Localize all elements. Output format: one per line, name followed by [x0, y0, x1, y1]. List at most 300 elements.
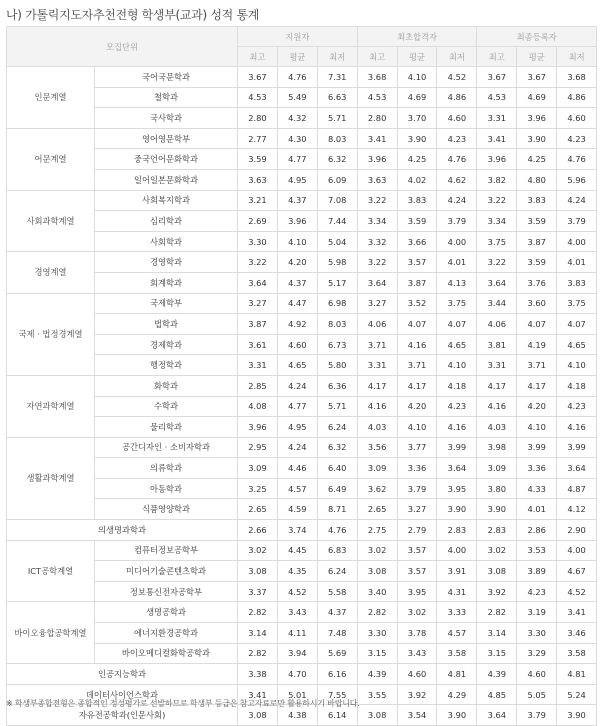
grade-value-cell: 5.24 [557, 684, 597, 705]
grade-value-cell: 4.24 [557, 190, 597, 211]
grade-value-cell: 3.67 [238, 67, 278, 88]
grade-value-cell: 3.87 [397, 272, 437, 293]
grade-value-cell: 3.94 [277, 643, 317, 664]
grade-value-cell: 6.83 [317, 540, 357, 561]
grade-value-cell: 4.24 [277, 375, 317, 396]
stat-header-min: 최저 [437, 47, 477, 67]
grade-value-cell: 6.14 [317, 705, 357, 726]
grade-value-cell: 6.40 [317, 458, 357, 479]
grade-value-cell: 3.43 [397, 643, 437, 664]
grade-value-cell: 4.01 [557, 252, 597, 273]
grade-value-cell: 3.36 [517, 458, 557, 479]
grade-value-cell: 4.17 [397, 375, 437, 396]
table-row [7, 396, 597, 417]
grade-value-cell: 3.89 [517, 561, 557, 582]
department-cell: 행정학과 [95, 355, 238, 376]
grade-value-cell: 4.11 [277, 623, 317, 644]
grade-value-cell: 3.64 [357, 272, 397, 293]
grade-value-cell: 3.92 [397, 684, 437, 705]
grade-value-cell: 3.30 [357, 623, 397, 644]
department-cell: 미디어기술콘텐츠학과 [95, 561, 238, 582]
grade-value-cell: 7.48 [317, 623, 357, 644]
department-cell: 경제학과 [95, 334, 238, 355]
grade-value-cell: 3.34 [357, 211, 397, 232]
grade-value-cell: 2.86 [517, 520, 557, 541]
grade-value-cell: 3.52 [397, 293, 437, 314]
grade-value-cell: 4.23 [557, 128, 597, 149]
grade-value-cell: 3.21 [238, 190, 278, 211]
grade-value-cell: 3.29 [517, 643, 557, 664]
grade-value-cell: 3.90 [557, 705, 597, 726]
grade-value-cell: 5.71 [317, 396, 357, 417]
department-cell: 일어일본문화학과 [95, 169, 238, 190]
grade-value-cell: 4.16 [357, 396, 397, 417]
grade-value-cell: 4.81 [437, 664, 477, 685]
grade-value-cell: 4.20 [397, 396, 437, 417]
grade-value-cell: 4.62 [437, 169, 477, 190]
grade-value-cell: 5.96 [557, 169, 597, 190]
table-row [7, 87, 597, 108]
grade-value-cell: 3.67 [477, 67, 517, 88]
grade-value-cell: 3.27 [357, 293, 397, 314]
grade-value-cell: 3.79 [557, 211, 597, 232]
grade-value-cell: 5.17 [317, 272, 357, 293]
unit-header: 모집단위 [7, 27, 238, 67]
grade-value-cell: 3.64 [477, 705, 517, 726]
grade-value-cell: 2.82 [238, 643, 278, 664]
table-row [7, 499, 597, 520]
grade-value-cell: 3.41 [238, 684, 278, 705]
grade-value-cell: 3.91 [437, 561, 477, 582]
grade-value-cell: 2.82 [357, 602, 397, 623]
grade-value-cell: 4.06 [357, 314, 397, 335]
grade-value-cell: 4.92 [277, 314, 317, 335]
grade-value-cell: 3.36 [397, 458, 437, 479]
grade-value-cell: 3.15 [477, 643, 517, 664]
grade-value-cell: 4.16 [477, 396, 517, 417]
grade-value-cell: 4.03 [357, 417, 397, 438]
grade-value-cell: 3.62 [357, 478, 397, 499]
grade-value-cell: 4.39 [477, 664, 517, 685]
grade-value-cell: 3.70 [397, 108, 437, 129]
table-row [7, 211, 597, 232]
grade-value-cell: 3.96 [477, 149, 517, 170]
grade-value-cell: 4.30 [277, 128, 317, 149]
grade-value-cell: 4.67 [557, 561, 597, 582]
grade-value-cell: 6.98 [317, 293, 357, 314]
grade-value-cell: 4.70 [277, 664, 317, 685]
grade-value-cell: 4.24 [277, 437, 317, 458]
grade-value-cell: 3.63 [238, 169, 278, 190]
grade-value-cell: 3.64 [238, 272, 278, 293]
unit-name-cell: 의생명과학과 [7, 520, 238, 541]
grade-value-cell: 3.90 [437, 705, 477, 726]
category-cell: 자연과학계열 [7, 375, 95, 437]
grade-value-cell: 6.09 [317, 169, 357, 190]
grade-value-cell: 4.60 [397, 664, 437, 685]
grade-value-cell: 2.85 [238, 375, 278, 396]
grade-value-cell: 3.33 [437, 602, 477, 623]
grade-value-cell: 2.66 [238, 520, 278, 541]
table-row [7, 602, 597, 623]
table-row [7, 190, 597, 211]
grade-value-cell: 4.59 [277, 499, 317, 520]
grade-value-cell: 4.17 [517, 375, 557, 396]
grade-value-cell: 2.83 [477, 520, 517, 541]
grade-value-cell: 3.98 [477, 437, 517, 458]
grade-value-cell: 3.79 [397, 478, 437, 499]
grade-value-cell: 4.00 [437, 231, 477, 252]
grade-value-cell: 4.10 [277, 231, 317, 252]
grade-value-cell: 4.53 [238, 87, 278, 108]
grade-value-cell: 4.76 [277, 67, 317, 88]
grade-value-cell: 3.22 [238, 252, 278, 273]
grade-value-cell: 4.47 [277, 293, 317, 314]
stat-header-avg: 평균 [517, 47, 557, 67]
grade-value-cell: 3.64 [437, 458, 477, 479]
department-cell: 법학과 [95, 314, 238, 335]
grade-value-cell: 3.31 [238, 355, 278, 376]
grade-value-cell: 4.35 [277, 561, 317, 582]
table-row [7, 458, 597, 479]
grade-value-cell: 2.65 [238, 499, 278, 520]
grade-value-cell: 3.77 [397, 437, 437, 458]
grade-value-cell: 4.02 [397, 169, 437, 190]
unit-name-cell: 인공지능학과 [7, 664, 238, 685]
stat-header-avg: 평균 [397, 47, 437, 67]
grade-value-cell: 4.23 [517, 581, 557, 602]
grade-value-cell: 4.65 [277, 355, 317, 376]
grade-value-cell: 4.07 [437, 314, 477, 335]
grade-value-cell: 3.68 [557, 67, 597, 88]
table-row [7, 293, 597, 314]
table-row [7, 108, 597, 129]
stat-header-max: 최고 [357, 47, 397, 67]
category-cell: 경영계열 [7, 252, 95, 293]
grade-value-cell: 3.31 [477, 355, 517, 376]
grade-value-cell: 3.75 [437, 293, 477, 314]
grade-value-cell: 3.44 [477, 293, 517, 314]
grade-value-cell: 4.76 [317, 520, 357, 541]
grade-value-cell: 2.79 [397, 520, 437, 541]
grade-value-cell: 4.07 [517, 314, 557, 335]
grade-value-cell: 4.53 [477, 87, 517, 108]
grade-value-cell: 3.02 [357, 540, 397, 561]
grade-value-cell: 4.76 [437, 149, 477, 170]
grade-value-cell: 3.55 [357, 684, 397, 705]
grade-value-cell: 4.32 [277, 108, 317, 129]
grade-value-cell: 3.75 [557, 293, 597, 314]
group-header-initial-admits: 최초합격자 [357, 27, 477, 47]
grade-value-cell: 3.79 [437, 211, 477, 232]
department-cell: 철학과 [95, 87, 238, 108]
grade-value-cell: 3.95 [397, 581, 437, 602]
grade-value-cell: 3.99 [437, 437, 477, 458]
grade-value-cell: 4.95 [277, 169, 317, 190]
table-row [7, 231, 597, 252]
grade-value-cell: 3.59 [397, 211, 437, 232]
grade-value-cell: 4.10 [437, 355, 477, 376]
table-row [7, 417, 597, 438]
stat-header-max: 최고 [238, 47, 278, 67]
department-cell: 영어영문학부 [95, 128, 238, 149]
stat-header-min: 최저 [317, 47, 357, 67]
grade-value-cell: 3.19 [517, 602, 557, 623]
grade-value-cell: 3.43 [277, 602, 317, 623]
department-cell: 사회복지학과 [95, 190, 238, 211]
grade-value-cell: 6.32 [317, 437, 357, 458]
grade-value-cell: 3.38 [238, 664, 278, 685]
grade-value-cell: 3.90 [437, 499, 477, 520]
grade-value-cell: 3.41 [557, 602, 597, 623]
table-row [7, 623, 597, 644]
grade-value-cell: 3.78 [397, 623, 437, 644]
stat-header-max: 최고 [477, 47, 517, 67]
grade-value-cell: 4.37 [317, 602, 357, 623]
category-cell: 국제 · 법정경계열 [7, 293, 95, 375]
grade-value-cell: 3.90 [477, 499, 517, 520]
grade-value-cell: 4.01 [437, 252, 477, 273]
grade-value-cell: 3.57 [397, 561, 437, 582]
group-header-final-enrolled: 최종등록자 [477, 27, 597, 47]
table-row [7, 334, 597, 355]
grade-value-cell: 4.10 [517, 417, 557, 438]
category-cell: 사회과학계열 [7, 190, 95, 252]
stat-header-min: 최저 [557, 47, 597, 67]
grade-value-cell: 3.02 [397, 602, 437, 623]
grade-value-cell: 3.46 [557, 623, 597, 644]
grade-value-cell: 3.76 [517, 272, 557, 293]
stat-header-avg: 평균 [277, 47, 317, 67]
grade-value-cell: 3.34 [477, 211, 517, 232]
grade-value-cell: 3.59 [517, 211, 557, 232]
department-cell: 수학과 [95, 396, 238, 417]
grade-value-cell: 3.59 [238, 149, 278, 170]
grade-value-cell: 3.82 [477, 169, 517, 190]
grade-value-cell: 4.52 [437, 67, 477, 88]
grade-value-cell: 4.07 [557, 314, 597, 335]
grade-value-cell: 4.16 [397, 334, 437, 355]
grade-value-cell: 4.12 [557, 499, 597, 520]
grade-value-cell: 4.37 [277, 190, 317, 211]
grade-value-cell: 3.96 [517, 108, 557, 129]
grade-value-cell: 3.08 [357, 561, 397, 582]
grade-value-cell: 3.57 [397, 252, 437, 273]
grade-value-cell: 4.60 [557, 108, 597, 129]
grade-value-cell: 3.81 [477, 334, 517, 355]
grade-value-cell: 4.00 [437, 540, 477, 561]
grade-value-cell: 3.96 [357, 149, 397, 170]
grade-value-cell: 3.02 [477, 540, 517, 561]
grade-value-cell: 4.00 [557, 540, 597, 561]
grade-value-cell: 3.61 [238, 334, 278, 355]
grade-value-cell: 3.99 [557, 437, 597, 458]
grade-value-cell: 6.73 [317, 334, 357, 355]
grade-value-cell: 4.13 [437, 272, 477, 293]
grade-value-cell: 6.63 [317, 87, 357, 108]
table-row [7, 561, 597, 582]
grade-value-cell: 4.39 [357, 664, 397, 685]
table-row [7, 375, 597, 396]
page-title: 나) 가톨릭지도자추천전형 학생부(교과) 성적 통계 [6, 8, 260, 22]
grade-value-cell: 6.16 [317, 664, 357, 685]
grade-value-cell: 3.87 [517, 231, 557, 252]
grade-value-cell: 4.17 [477, 375, 517, 396]
table-row [7, 520, 597, 541]
grade-value-cell: 3.64 [557, 458, 597, 479]
grade-value-cell: 4.18 [557, 375, 597, 396]
grade-value-cell: 4.52 [557, 581, 597, 602]
grade-value-cell: 3.58 [437, 643, 477, 664]
grade-value-cell: 3.71 [517, 355, 557, 376]
grade-value-cell: 5.98 [317, 252, 357, 273]
grade-value-cell: 4.60 [277, 334, 317, 355]
grade-value-cell: 5.80 [317, 355, 357, 376]
table-row [7, 128, 597, 149]
grade-value-cell: 6.24 [317, 417, 357, 438]
grade-value-cell: 3.83 [557, 272, 597, 293]
footnote: ※ 학생부종합전형은 종합적인 정성평가로 선발하므로 학생부 등급은 참고자료로만 활용하시기 바랍니다. [6, 699, 360, 708]
grade-value-cell: 4.20 [277, 252, 317, 273]
grade-value-cell: 4.86 [437, 87, 477, 108]
grade-value-cell: 4.38 [277, 705, 317, 726]
grade-value-cell: 5.49 [277, 87, 317, 108]
grade-value-cell: 6.49 [317, 478, 357, 499]
department-cell: 심리학과 [95, 211, 238, 232]
department-cell: 중국언어문화학과 [95, 149, 238, 170]
grade-value-cell: 3.71 [397, 355, 437, 376]
grade-value-cell: 2.65 [357, 499, 397, 520]
grade-value-cell: 3.87 [238, 314, 278, 335]
grade-value-cell: 3.14 [477, 623, 517, 644]
grade-value-cell: 4.01 [517, 499, 557, 520]
table-row [7, 664, 597, 685]
department-cell: 물리학과 [95, 417, 238, 438]
grade-value-cell: 3.56 [357, 437, 397, 458]
grade-value-cell: 5.05 [517, 684, 557, 705]
grade-value-cell: 4.69 [517, 87, 557, 108]
grade-value-cell: 4.18 [437, 375, 477, 396]
grade-value-cell: 3.41 [357, 128, 397, 149]
grade-value-cell: 4.25 [397, 149, 437, 170]
grade-value-cell: 4.23 [557, 396, 597, 417]
grade-value-cell: 3.83 [397, 190, 437, 211]
grade-value-cell: 3.08 [477, 561, 517, 582]
grade-value-cell: 4.60 [437, 108, 477, 129]
table-row [7, 272, 597, 293]
grade-value-cell: 4.60 [517, 664, 557, 685]
grade-value-cell: 7.55 [317, 684, 357, 705]
grade-statistics-table [6, 26, 597, 726]
grade-value-cell: 4.00 [557, 231, 597, 252]
grade-value-cell: 3.57 [397, 540, 437, 561]
table-row [7, 437, 597, 458]
grade-value-cell: 6.24 [317, 561, 357, 582]
grade-value-cell: 3.02 [238, 540, 278, 561]
grade-value-cell: 4.31 [437, 581, 477, 602]
department-cell: 사회학과 [95, 231, 238, 252]
grade-value-cell: 3.74 [277, 520, 317, 541]
grade-value-cell: 3.90 [517, 128, 557, 149]
department-cell: 아동학과 [95, 478, 238, 499]
grade-value-cell: 3.25 [238, 478, 278, 499]
grade-value-cell: 3.31 [477, 108, 517, 129]
grade-value-cell: 2.75 [357, 520, 397, 541]
department-cell: 의류학과 [95, 458, 238, 479]
grade-value-cell: 4.03 [477, 417, 517, 438]
department-cell: 식품영양학과 [95, 499, 238, 520]
grade-value-cell: 4.57 [277, 478, 317, 499]
table-body [7, 67, 597, 726]
grade-value-cell: 3.22 [357, 190, 397, 211]
table-row [7, 643, 597, 664]
grade-value-cell: 4.29 [437, 684, 477, 705]
grade-value-cell: 3.22 [357, 252, 397, 273]
grade-value-cell: 3.53 [517, 540, 557, 561]
department-cell: 공간디자인 · 소비자학과 [95, 437, 238, 458]
grade-value-cell: 3.41 [477, 128, 517, 149]
grade-value-cell: 4.10 [397, 67, 437, 88]
grade-value-cell: 3.68 [357, 67, 397, 88]
grade-value-cell: 3.59 [517, 252, 557, 273]
grade-value-cell: 2.83 [437, 520, 477, 541]
category-cell: ICT공학계열 [7, 540, 95, 602]
grade-value-cell: 3.95 [437, 478, 477, 499]
grade-value-cell: 4.65 [437, 334, 477, 355]
category-cell: 바이오융합공학계열 [7, 602, 95, 664]
grade-value-cell: 4.80 [517, 169, 557, 190]
grade-value-cell: 4.25 [517, 149, 557, 170]
grade-value-cell: 4.95 [277, 417, 317, 438]
grade-value-cell: 3.15 [357, 643, 397, 664]
grade-value-cell: 4.23 [437, 128, 477, 149]
grade-value-cell: 3.08 [238, 705, 278, 726]
grade-value-cell: 3.90 [397, 128, 437, 149]
grade-value-cell: 3.63 [357, 169, 397, 190]
grade-value-cell: 3.22 [477, 252, 517, 273]
grade-value-cell: 3.99 [517, 437, 557, 458]
grade-value-cell: 4.10 [557, 355, 597, 376]
table-row [7, 355, 597, 376]
grade-value-cell: 7.31 [317, 67, 357, 88]
grade-value-cell: 4.77 [277, 149, 317, 170]
department-cell: 바이오메디컬화학공학과 [95, 643, 238, 664]
table-row [7, 149, 597, 170]
grade-value-cell: 4.20 [517, 396, 557, 417]
grade-value-cell: 3.09 [238, 458, 278, 479]
grade-value-cell: 4.87 [557, 478, 597, 499]
grade-value-cell: 3.08 [238, 561, 278, 582]
grade-value-cell: 8.03 [317, 128, 357, 149]
grade-value-cell: 3.40 [357, 581, 397, 602]
unit-name-cell: 자유전공학과(인문사회) [7, 705, 238, 726]
grade-value-cell: 5.04 [317, 231, 357, 252]
grade-value-cell: 2.77 [238, 128, 278, 149]
department-cell: 정보통신전자공학부 [95, 581, 238, 602]
grade-value-cell: 4.23 [437, 396, 477, 417]
category-cell: 생활과학계열 [7, 437, 95, 519]
department-cell: 화학과 [95, 375, 238, 396]
grade-value-cell: 3.75 [477, 231, 517, 252]
grade-value-cell: 3.79 [517, 705, 557, 726]
grade-value-cell: 2.90 [557, 520, 597, 541]
department-cell: 국사학과 [95, 108, 238, 129]
grade-value-cell: 2.80 [238, 108, 278, 129]
category-cell: 어문계열 [7, 128, 95, 190]
grade-value-cell: 6.36 [317, 375, 357, 396]
grade-value-cell: 3.14 [238, 623, 278, 644]
department-cell: 생명공학과 [95, 602, 238, 623]
